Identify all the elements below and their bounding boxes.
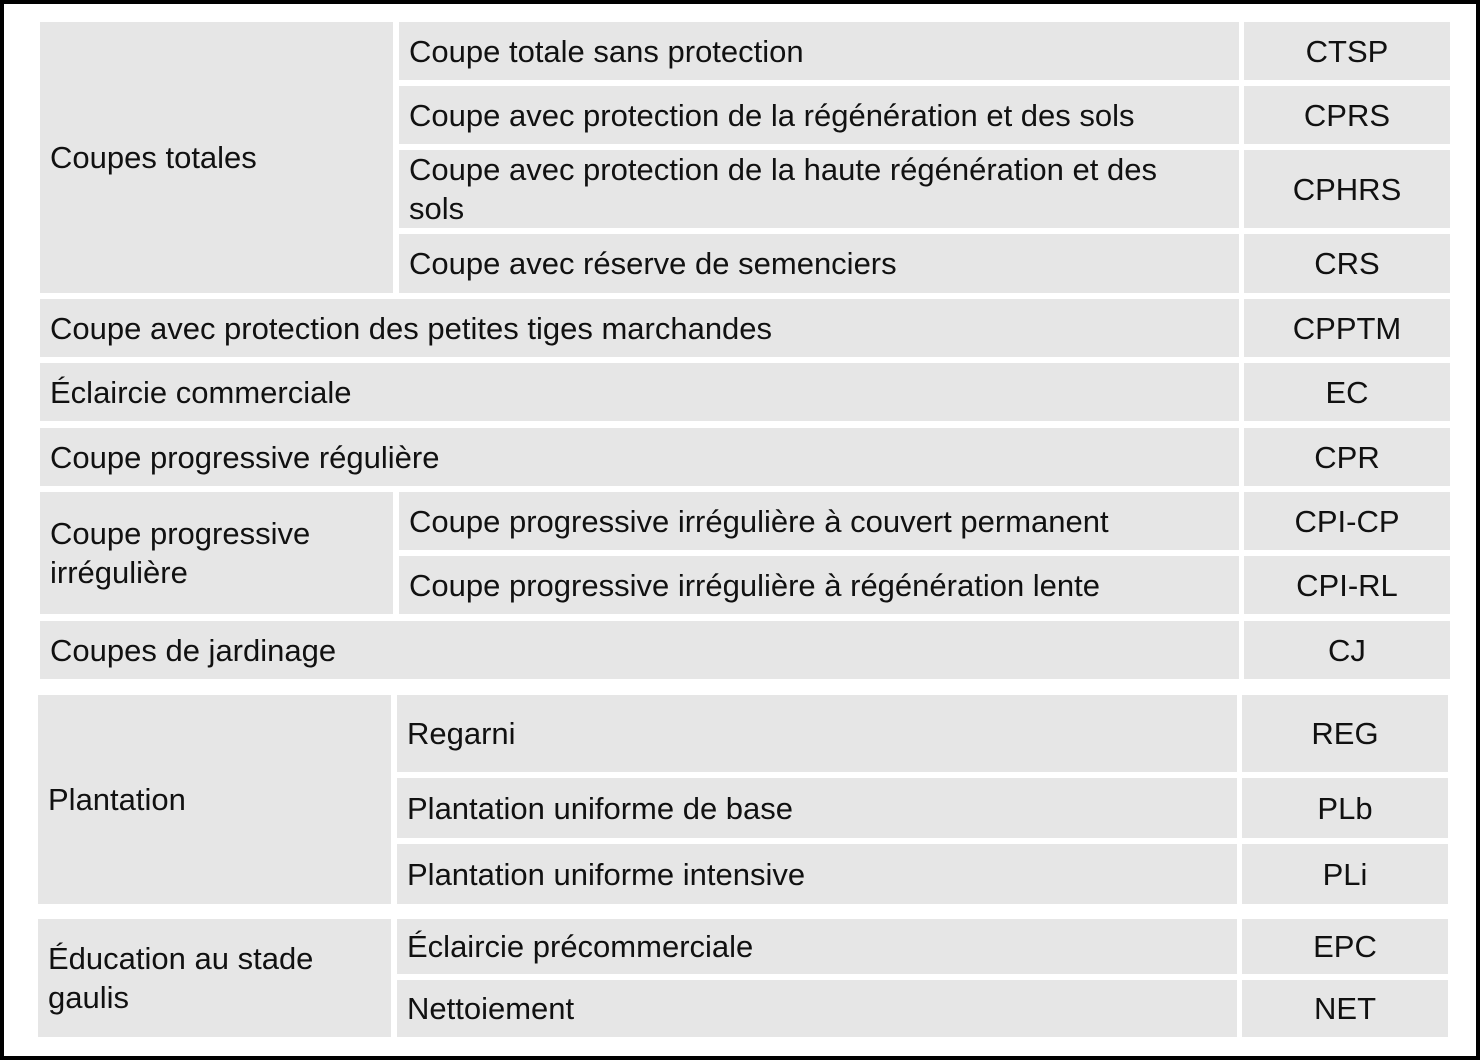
row-label: Plantation uniforme intensive — [407, 856, 806, 892]
row-label: Éclaircie précommerciale — [407, 929, 754, 964]
row-code: CPI-RL — [1296, 567, 1398, 603]
row-label: Coupe avec protection de la haute régénération et des sols — [409, 152, 1157, 226]
row-code: EPC — [1313, 929, 1377, 964]
group-label: Plantation — [48, 782, 186, 817]
label-cell — [397, 919, 1237, 974]
row-label: Plantation uniforme de base — [407, 790, 794, 826]
group-cell — [40, 22, 393, 293]
row-code: PLb — [1317, 790, 1373, 826]
code-cell — [1244, 86, 1450, 144]
row-label: Coupe avec protection des petites tiges marchandes — [50, 310, 773, 346]
row-code: CTSP — [1305, 33, 1389, 69]
label-cell — [397, 778, 1237, 838]
label-cell — [399, 86, 1239, 144]
label-cell — [399, 556, 1239, 614]
code-cell — [1242, 778, 1448, 838]
group-cell — [40, 492, 393, 614]
group-cell — [38, 919, 391, 1037]
label-cell — [40, 428, 1239, 486]
row-label: Nettoiement — [407, 991, 575, 1026]
label-cell — [40, 299, 1239, 357]
row-label: Coupe totale sans protection — [409, 33, 804, 69]
row-label: Coupe progressive irrégulière à couvert permanent — [409, 503, 1109, 539]
label-cell — [399, 22, 1239, 80]
label-cell — [399, 492, 1239, 550]
code-cell — [1242, 844, 1448, 904]
row-code: PLi — [1322, 856, 1368, 892]
row-label: Coupe avec réserve de semenciers — [409, 246, 897, 281]
row-label: Coupe progressive régulière — [50, 439, 440, 475]
row-code: CPHRS — [1292, 171, 1402, 207]
row-label: Regarni — [407, 716, 516, 751]
code-cell — [1244, 22, 1450, 80]
code-cell — [1242, 695, 1448, 772]
code-cell — [1244, 556, 1450, 614]
row-code: CJ — [1328, 632, 1366, 668]
row-code: CPRS — [1303, 97, 1391, 133]
label-cell — [40, 363, 1239, 421]
label-cell — [397, 695, 1237, 772]
group-label: Coupes totales — [50, 140, 257, 175]
code-cell — [1242, 980, 1448, 1037]
code-cell — [1244, 428, 1450, 486]
row-label: Coupe avec protection de la régénération et des sols — [409, 97, 1135, 133]
label-cell — [40, 621, 1239, 679]
group-label: Coupe progressive irrégulière — [50, 516, 311, 590]
label-cell — [399, 150, 1239, 228]
code-cell — [1244, 363, 1450, 421]
row-code: CPR — [1314, 439, 1380, 475]
row-code: CPI-CP — [1294, 503, 1400, 539]
row-code: CRS — [1314, 246, 1380, 281]
row-code: REG — [1311, 716, 1379, 751]
label-cell — [397, 980, 1237, 1037]
row-code: CPPTM — [1292, 310, 1402, 346]
row-code: EC — [1325, 374, 1369, 410]
row-label: Coupes de jardinage — [50, 632, 337, 668]
code-cell — [1244, 492, 1450, 550]
group-cell — [38, 695, 391, 904]
code-cell — [1244, 150, 1450, 228]
label-cell — [397, 844, 1237, 904]
row-label: Coupe progressive irrégulière à régénération lente — [409, 567, 1101, 603]
row-code: NET — [1314, 991, 1376, 1026]
code-cell — [1242, 919, 1448, 974]
code-cell — [1244, 621, 1450, 679]
code-cell — [1244, 234, 1450, 293]
label-cell — [399, 234, 1239, 293]
code-cell — [1244, 299, 1450, 357]
row-label: Éclaircie commerciale — [50, 374, 352, 410]
group-label: Éducation au stade gaulis — [48, 941, 314, 1015]
